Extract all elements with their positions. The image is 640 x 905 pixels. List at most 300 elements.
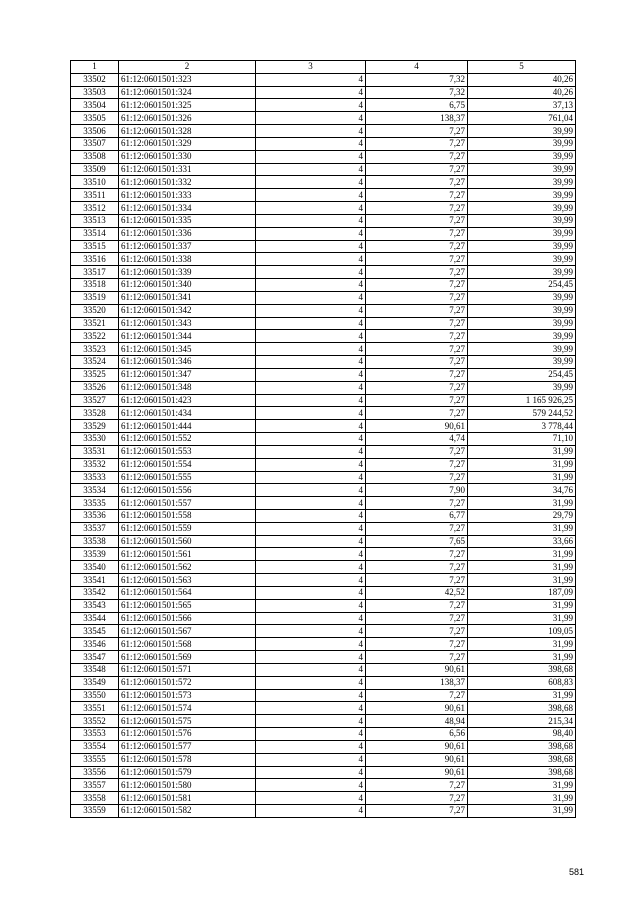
cell-col-4: 7,27 [366,304,468,317]
header-col-4: 4 [366,61,468,74]
cell-cadastral-number: 61:12:0601501:576 [119,728,256,741]
cell-col-4: 7,27 [366,150,468,163]
cell-col-4: 4,74 [366,433,468,446]
table-row [71,779,576,792]
table-row [71,651,576,664]
table-row [71,676,576,689]
cell-cadastral-number: 61:12:0601501:326 [119,112,256,125]
cell-cadastral-number: 61:12:0601501:568 [119,638,256,651]
cell-col-5: 254,45 [468,279,576,292]
cell-col-5: 31,99 [468,522,576,535]
table-header [71,61,576,74]
cell-col-4: 7,27 [366,561,468,574]
cell-col-5: 40,26 [468,86,576,99]
cell-cadastral-number: 61:12:0601501:554 [119,458,256,471]
cell-col-4: 7,27 [366,214,468,227]
cell-row-number: 33544 [71,612,119,625]
cell-row-number: 33525 [71,368,119,381]
cell-col-5: 39,99 [468,356,576,369]
cell-col-3: 4 [256,561,366,574]
table-row [71,433,576,446]
cell-cadastral-number: 61:12:0601501:340 [119,279,256,292]
cell-col-5: 39,99 [468,150,576,163]
table-row [71,73,576,86]
cell-row-number: 33553 [71,728,119,741]
table-row [71,240,576,253]
cell-col-4: 6,75 [366,99,468,112]
cell-cadastral-number: 61:12:0601501:569 [119,651,256,664]
cell-row-number: 33537 [71,522,119,535]
table-row [71,689,576,702]
cell-col-5: 39,99 [468,202,576,215]
table-row [71,805,576,818]
cell-cadastral-number: 61:12:0601501:574 [119,702,256,715]
cell-col-5: 398,68 [468,702,576,715]
cell-cadastral-number: 61:12:0601501:334 [119,202,256,215]
cell-col-5: 39,99 [468,189,576,202]
table-row [71,407,576,420]
cell-cadastral-number: 61:12:0601501:580 [119,779,256,792]
cell-col-4: 42,52 [366,586,468,599]
cell-row-number: 33502 [71,73,119,86]
table-row [71,420,576,433]
cell-cadastral-number: 61:12:0601501:333 [119,189,256,202]
cell-row-number: 33536 [71,509,119,522]
cell-col-5: 3 778,44 [468,420,576,433]
table-row [71,304,576,317]
cell-row-number: 33532 [71,458,119,471]
table-row [71,317,576,330]
table-row [71,702,576,715]
cell-cadastral-number: 61:12:0601501:330 [119,150,256,163]
table-row [71,381,576,394]
cell-cadastral-number: 61:12:0601501:344 [119,330,256,343]
cell-col-4: 7,27 [366,202,468,215]
table-row [71,740,576,753]
cell-col-4: 7,27 [366,163,468,176]
cell-cadastral-number: 61:12:0601501:323 [119,73,256,86]
cell-row-number: 33551 [71,702,119,715]
table-row [71,394,576,407]
cell-row-number: 33516 [71,253,119,266]
cell-col-3: 4 [256,240,366,253]
cell-col-5: 31,99 [468,445,576,458]
cell-col-4: 7,27 [366,381,468,394]
cell-row-number: 33555 [71,753,119,766]
cell-col-5: 39,99 [468,227,576,240]
cell-col-4: 7,27 [366,792,468,805]
table-row [71,125,576,138]
cell-col-4: 48,94 [366,715,468,728]
cell-col-3: 4 [256,227,366,240]
table-row [71,266,576,279]
cell-row-number: 33556 [71,766,119,779]
cell-row-number: 33557 [71,779,119,792]
cell-cadastral-number: 61:12:0601501:335 [119,214,256,227]
table-row [71,227,576,240]
cell-col-5: 98,40 [468,728,576,741]
cell-col-3: 4 [256,202,366,215]
cell-col-5: 39,99 [468,125,576,138]
cell-col-5: 31,99 [468,458,576,471]
cell-col-4: 7,27 [366,612,468,625]
cell-col-4: 90,61 [366,420,468,433]
cell-row-number: 33503 [71,86,119,99]
cell-cadastral-number: 61:12:0601501:348 [119,381,256,394]
cell-col-3: 4 [256,728,366,741]
cell-col-4: 7,90 [366,484,468,497]
cell-row-number: 33529 [71,420,119,433]
cell-col-5: 31,99 [468,638,576,651]
cell-col-3: 4 [256,189,366,202]
page-number: 581 [568,867,584,877]
cell-col-5: 31,99 [468,599,576,612]
cell-cadastral-number: 61:12:0601501:582 [119,805,256,818]
cell-cadastral-number: 61:12:0601501:581 [119,792,256,805]
cell-row-number: 33533 [71,471,119,484]
cell-col-3: 4 [256,214,366,227]
cell-col-3: 4 [256,279,366,292]
cell-col-4: 6,56 [366,728,468,741]
table-row [71,330,576,343]
cell-row-number: 33550 [71,689,119,702]
cell-cadastral-number: 61:12:0601501:338 [119,253,256,266]
cell-row-number: 33518 [71,279,119,292]
table-row [71,356,576,369]
table-row [71,663,576,676]
cell-col-5: 398,68 [468,663,576,676]
cell-col-3: 4 [256,445,366,458]
cell-col-3: 4 [256,112,366,125]
cell-col-4: 7,27 [366,317,468,330]
table-row [71,728,576,741]
cell-cadastral-number: 61:12:0601501:332 [119,176,256,189]
cell-col-4: 7,27 [366,599,468,612]
table-row [71,86,576,99]
cell-col-3: 4 [256,497,366,510]
cell-col-4: 7,27 [366,343,468,356]
cell-col-3: 4 [256,715,366,728]
cell-col-4: 7,27 [366,176,468,189]
table-row [71,497,576,510]
cell-col-3: 4 [256,266,366,279]
cell-col-5: 39,99 [468,317,576,330]
table-row [71,291,576,304]
cell-row-number: 33514 [71,227,119,240]
cell-cadastral-number: 61:12:0601501:567 [119,625,256,638]
cell-col-5: 579 244,52 [468,407,576,420]
cell-col-5: 39,99 [468,240,576,253]
cell-col-3: 4 [256,304,366,317]
cell-col-5: 39,99 [468,343,576,356]
cell-col-4: 7,27 [366,625,468,638]
cell-col-3: 4 [256,702,366,715]
cell-col-3: 4 [256,651,366,664]
table-row [71,343,576,356]
cell-row-number: 33508 [71,150,119,163]
cell-row-number: 33515 [71,240,119,253]
cell-col-5: 39,99 [468,291,576,304]
cell-cadastral-number: 61:12:0601501:578 [119,753,256,766]
cell-cadastral-number: 61:12:0601501:423 [119,394,256,407]
table-row [71,599,576,612]
cell-col-5: 39,99 [468,266,576,279]
cell-row-number: 33534 [71,484,119,497]
cell-col-5: 39,99 [468,176,576,189]
cell-col-4: 90,61 [366,663,468,676]
cell-col-4: 7,27 [366,522,468,535]
cell-col-4: 7,27 [366,548,468,561]
cell-cadastral-number: 61:12:0601501:434 [119,407,256,420]
cell-cadastral-number: 61:12:0601501:553 [119,445,256,458]
cell-row-number: 33507 [71,137,119,150]
cell-col-3: 4 [256,73,366,86]
cell-col-3: 4 [256,574,366,587]
cell-col-4: 6,77 [366,509,468,522]
cell-row-number: 33517 [71,266,119,279]
cell-col-5: 39,99 [468,381,576,394]
cell-col-5: 31,99 [468,548,576,561]
cell-col-4: 90,61 [366,702,468,715]
cell-cadastral-number: 61:12:0601501:444 [119,420,256,433]
cell-col-4: 7,27 [366,471,468,484]
table-row [71,561,576,574]
cell-row-number: 33523 [71,343,119,356]
table-row [71,279,576,292]
cell-col-5: 40,26 [468,73,576,86]
cell-cadastral-number: 61:12:0601501:555 [119,471,256,484]
cell-cadastral-number: 61:12:0601501:560 [119,535,256,548]
cell-row-number: 33520 [71,304,119,317]
cell-cadastral-number: 61:12:0601501:552 [119,433,256,446]
cell-col-3: 4 [256,381,366,394]
cell-col-4: 7,32 [366,86,468,99]
cell-col-5: 254,45 [468,368,576,381]
header-col-2: 2 [119,61,256,74]
cell-col-5: 398,68 [468,740,576,753]
cell-col-4: 7,27 [366,779,468,792]
cell-col-3: 4 [256,163,366,176]
cell-row-number: 33513 [71,214,119,227]
cell-col-4: 7,27 [366,125,468,138]
cell-col-3: 4 [256,805,366,818]
cell-row-number: 33506 [71,125,119,138]
cell-row-number: 33509 [71,163,119,176]
cell-col-4: 138,37 [366,112,468,125]
cell-col-3: 4 [256,125,366,138]
cell-col-3: 4 [256,330,366,343]
cell-row-number: 33535 [71,497,119,510]
cell-row-number: 33538 [71,535,119,548]
header-col-5: 5 [468,61,576,74]
cell-cadastral-number: 61:12:0601501:342 [119,304,256,317]
cell-col-5: 31,99 [468,689,576,702]
cell-col-5: 34,76 [468,484,576,497]
table-row [71,458,576,471]
cell-cadastral-number: 61:12:0601501:339 [119,266,256,279]
cell-col-5: 37,13 [468,99,576,112]
cell-col-3: 4 [256,612,366,625]
cell-col-4: 7,27 [366,137,468,150]
cell-col-3: 4 [256,394,366,407]
cell-col-4: 7,27 [366,574,468,587]
cell-cadastral-number: 61:12:0601501:559 [119,522,256,535]
table-row [71,638,576,651]
cell-col-4: 90,61 [366,740,468,753]
cell-col-5: 31,99 [468,497,576,510]
cell-col-3: 4 [256,638,366,651]
cell-col-3: 4 [256,433,366,446]
table-row [71,471,576,484]
cell-col-3: 4 [256,625,366,638]
cell-col-3: 4 [256,689,366,702]
cell-row-number: 33559 [71,805,119,818]
cell-cadastral-number: 61:12:0601501:325 [119,99,256,112]
cell-col-4: 7,27 [366,291,468,304]
cell-cadastral-number: 61:12:0601501:329 [119,137,256,150]
cell-col-5: 33,66 [468,535,576,548]
cell-col-3: 4 [256,253,366,266]
cell-row-number: 33552 [71,715,119,728]
table-row [71,368,576,381]
cell-cadastral-number: 61:12:0601501:556 [119,484,256,497]
cell-col-3: 4 [256,599,366,612]
cell-row-number: 33504 [71,99,119,112]
cell-row-number: 33558 [71,792,119,805]
table-row [71,202,576,215]
table-row [71,522,576,535]
cell-col-4: 7,27 [366,266,468,279]
table-row [71,99,576,112]
cell-col-4: 7,27 [366,497,468,510]
cell-col-5: 761,04 [468,112,576,125]
cell-col-3: 4 [256,522,366,535]
cell-cadastral-number: 61:12:0601501:557 [119,497,256,510]
header-col-3: 3 [256,61,366,74]
cell-row-number: 33505 [71,112,119,125]
cell-row-number: 33539 [71,548,119,561]
table-row [71,509,576,522]
cell-row-number: 33548 [71,663,119,676]
cell-row-number: 33524 [71,356,119,369]
cell-cadastral-number: 61:12:0601501:575 [119,715,256,728]
cell-col-4: 7,27 [366,356,468,369]
cell-cadastral-number: 61:12:0601501:331 [119,163,256,176]
table-row [71,150,576,163]
cell-col-5: 39,99 [468,214,576,227]
cell-col-3: 4 [256,471,366,484]
cell-col-4: 7,27 [366,253,468,266]
table-row [71,137,576,150]
cell-col-3: 4 [256,663,366,676]
cell-cadastral-number: 61:12:0601501:347 [119,368,256,381]
cell-col-5: 398,68 [468,766,576,779]
cell-cadastral-number: 61:12:0601501:579 [119,766,256,779]
table-row [71,535,576,548]
cell-cadastral-number: 61:12:0601501:577 [119,740,256,753]
cell-col-5: 39,99 [468,330,576,343]
cell-col-5: 39,99 [468,253,576,266]
table-row [71,548,576,561]
cell-col-3: 4 [256,368,366,381]
table-body [71,73,576,817]
cell-col-3: 4 [256,586,366,599]
cell-row-number: 33549 [71,676,119,689]
data-table [70,60,576,818]
cell-row-number: 33530 [71,433,119,446]
cell-col-3: 4 [256,548,366,561]
cell-row-number: 33546 [71,638,119,651]
cell-cadastral-number: 61:12:0601501:346 [119,356,256,369]
cell-row-number: 33531 [71,445,119,458]
cell-cadastral-number: 61:12:0601501:563 [119,574,256,587]
cell-col-3: 4 [256,343,366,356]
cell-col-5: 31,99 [468,561,576,574]
cell-col-4: 7,27 [366,279,468,292]
cell-cadastral-number: 61:12:0601501:343 [119,317,256,330]
cell-col-3: 4 [256,407,366,420]
cell-row-number: 33526 [71,381,119,394]
cell-col-3: 4 [256,779,366,792]
cell-col-4: 7,27 [366,189,468,202]
cell-cadastral-number: 61:12:0601501:341 [119,291,256,304]
table-row [71,214,576,227]
cell-col-3: 4 [256,535,366,548]
cell-col-3: 4 [256,176,366,189]
table-row [71,176,576,189]
cell-row-number: 33519 [71,291,119,304]
cell-cadastral-number: 61:12:0601501:562 [119,561,256,574]
cell-col-5: 31,99 [468,612,576,625]
header-col-1: 1 [71,61,119,74]
cell-cadastral-number: 61:12:0601501:566 [119,612,256,625]
cell-col-5: 31,99 [468,471,576,484]
cell-row-number: 33510 [71,176,119,189]
cell-col-5: 398,68 [468,753,576,766]
cell-col-5: 39,99 [468,137,576,150]
cell-col-3: 4 [256,99,366,112]
cell-col-4: 138,37 [366,676,468,689]
cell-cadastral-number: 61:12:0601501:336 [119,227,256,240]
cell-col-5: 29,79 [468,509,576,522]
cell-cadastral-number: 61:12:0601501:571 [119,663,256,676]
cell-col-5: 215,34 [468,715,576,728]
cell-row-number: 33511 [71,189,119,202]
cell-col-5: 31,99 [468,574,576,587]
cell-row-number: 33541 [71,574,119,587]
cell-col-4: 7,27 [366,458,468,471]
cell-col-4: 7,27 [366,368,468,381]
table-row [71,484,576,497]
cell-col-4: 7,27 [366,240,468,253]
cell-cadastral-number: 61:12:0601501:324 [119,86,256,99]
cell-row-number: 33545 [71,625,119,638]
cell-cadastral-number: 61:12:0601501:328 [119,125,256,138]
cell-cadastral-number: 61:12:0601501:337 [119,240,256,253]
table-row [71,715,576,728]
cell-col-3: 4 [256,137,366,150]
cell-row-number: 33521 [71,317,119,330]
cell-col-4: 7,27 [366,638,468,651]
cell-col-4: 7,27 [366,689,468,702]
cell-cadastral-number: 61:12:0601501:561 [119,548,256,561]
cell-col-4: 7,27 [366,330,468,343]
cell-col-5: 187,09 [468,586,576,599]
cell-col-3: 4 [256,484,366,497]
cell-col-5: 31,99 [468,651,576,664]
cell-row-number: 33528 [71,407,119,420]
cell-col-4: 7,32 [366,73,468,86]
